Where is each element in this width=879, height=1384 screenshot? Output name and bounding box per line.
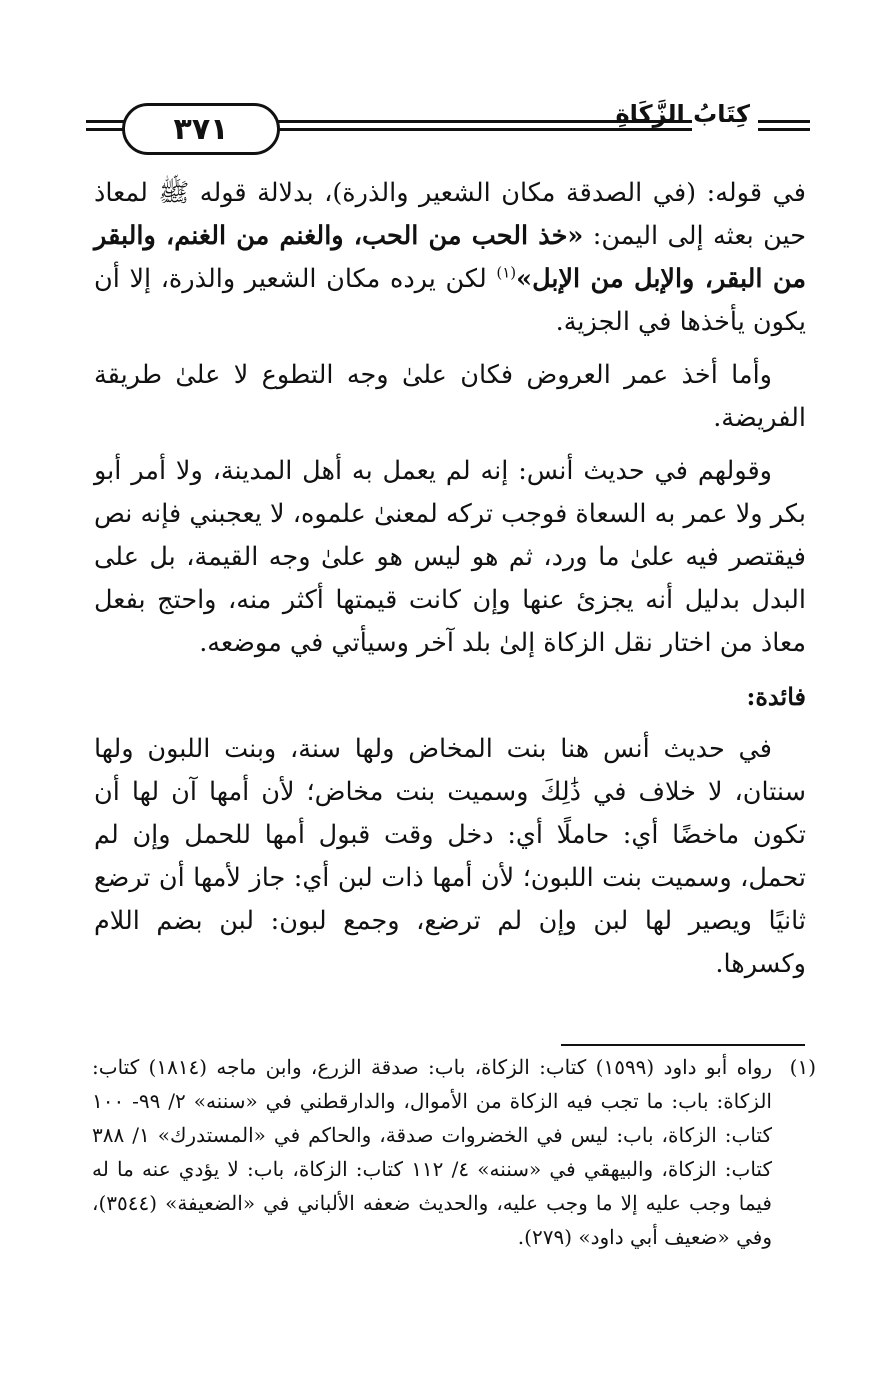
header-rule-right-bottom: [758, 128, 810, 131]
footnotes: [92, 1050, 816, 1254]
paragraph-1-intro: في قوله: (في الصدقة مكان الشعير والذرة)، بدلالة قوله ﷺ لمعاذ حين بعثه إلى اليمن:: [94, 178, 806, 251]
footnote-item: [92, 1050, 816, 1254]
page-number: ٣٧١: [122, 103, 280, 155]
header-rule-right-top: [758, 120, 810, 123]
footnote-divider: [561, 1044, 805, 1046]
main-text: [94, 172, 806, 996]
paragraph-1-continuation: لكن يرده مكان الشعير والذرة، إلا أن يكون يأخذها في الجزية.: [94, 264, 806, 337]
header-rule-left-top: [86, 120, 126, 123]
hadith-quote: «خذ الحب من الحب، والغنم من الغنم، والبقر من البقر، والإبل من الإبل»: [94, 221, 806, 294]
footnote-text: رواه أبو داود (١٥٩٩) كتاب: الزكاة، باب: صدقة الزرع، وابن ماجه (١٨١٤) كتاب: الزكاة: باب: ما تجب فيه الزكاة من الأموال، والدارقطني في «سننه» ٢/ ٩٩- ١٠٠ كتاب: الزكاة، باب: ليس في الخضروات صدقة، والحاكم في «المستدرك» ١/ ٣٨٨ كتاب: الزكاة، والبيهقي في «سننه» ٤/ ١١٢ كتاب: الزكاة، باب: لا يؤدي عنه ما له فيما وجب عليه إلا ما وجب عليه، والحديث ضعفه الألباني في «الضعيفة» (٣٥٤٤)، وفي «ضعيف أبي داود» (٢٧٩).: [92, 1055, 772, 1249]
paragraph-2: وأما أخذ عمر العروض فكان علىٰ وجه التطوع لا علىٰ طريقة الفريضة.: [94, 360, 806, 433]
header-rule-middle-bottom: [272, 128, 692, 131]
paragraph-3: وقولهم في حديث أنس: إنه لم يعمل به أهل المدينة، ولا أمر أبو بكر ولا عمر به السعاة فوجب تركه لمعنىٰ علموه، لا يعجبني فإنه نص فيقتصر فيه علىٰ ما ورد، ثم هو ليس هو علىٰ وجه القيمة، بل على البدل بدليل أنه يجزئ عنها وإن كانت قيمتها أكثر منه، واحتج بفعل معاذ من اختار نقل الزكاة إلىٰ بلد آخر وسيأتي في موضعه.: [94, 456, 806, 658]
running-header: [86, 88, 810, 168]
section-heading: فائدة:: [746, 682, 806, 711]
book-title: كِتَابُ الزَّكَاةِ: [615, 100, 750, 128]
footnote-number: (١): [789, 1055, 816, 1079]
header-rule-left-bottom: [86, 128, 126, 131]
paragraph-4: في حديث أنس هنا بنت المخاض ولها سنة، وبنت اللبون ولها سنتان، لا خلاف في ذَٰلِكَ وسميت بنت مخاض؛ لأن أمها آن لها أن تكون ماخضًا أي: حاملًا أي: دخل وقت قبول أمها للحمل وإن لم تحمل، وسميت بنت اللبون؛ لأن أمها ذات لبن أي: جاز لأمها أن ترضع ثانيًا ويصير لها لبن وإن لم ترضع، وجمع لبون: لبن بضم اللام وكسرها.: [94, 734, 806, 979]
paragraph-1: [94, 172, 806, 344]
footnote-reference[interactable]: (١): [496, 263, 517, 282]
